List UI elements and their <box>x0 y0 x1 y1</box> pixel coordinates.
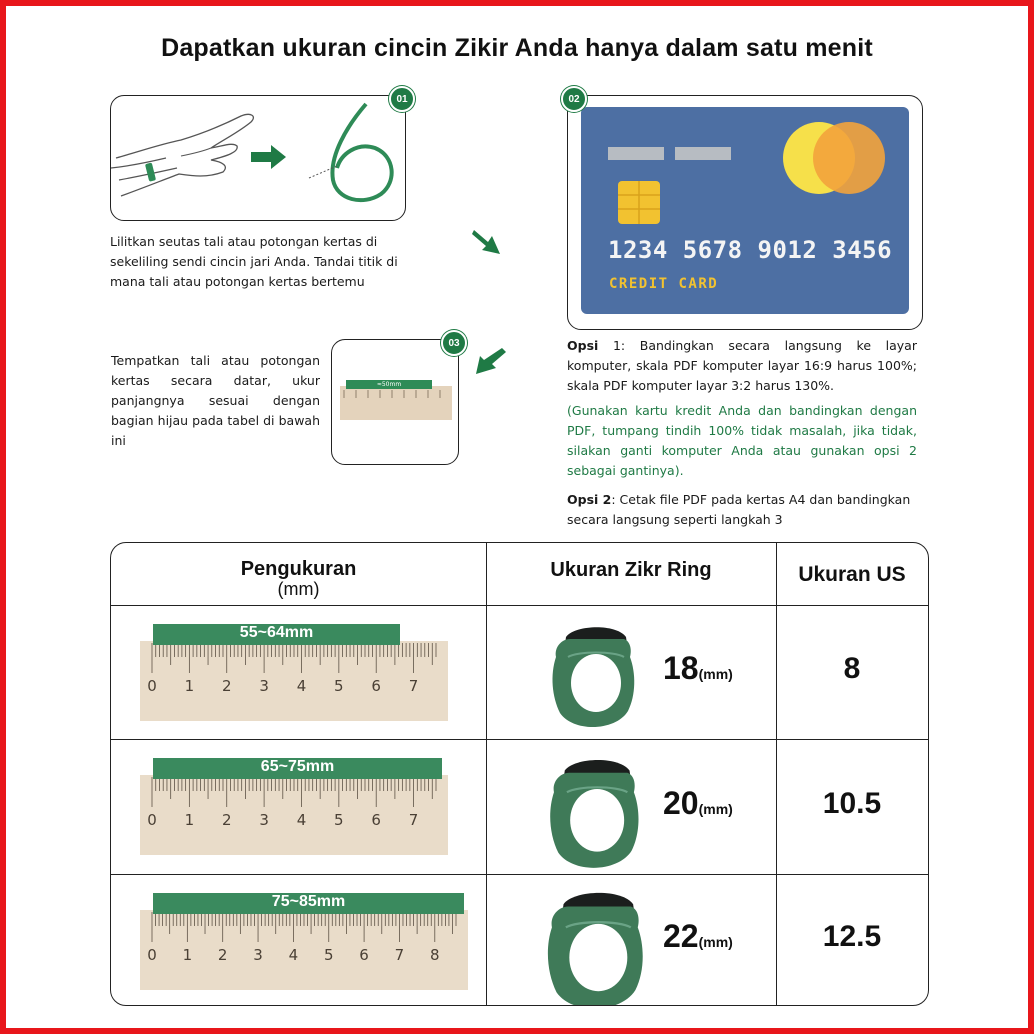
ruler-number: 4 <box>296 811 307 829</box>
ruler-number: 8 <box>430 946 440 964</box>
ruler-number: 0 <box>147 677 157 695</box>
ruler-number: 2 <box>217 946 228 964</box>
ring-band-shape <box>145 163 156 182</box>
ring-size-value <box>663 918 733 955</box>
card-number: 1234 5678 9012 3456 <box>608 236 893 264</box>
table-row <box>111 874 928 1005</box>
zikr-ring-icon <box>538 881 654 1006</box>
page-title: Dapatkan ukuran cincin Zikir Anda hanya dalam satu menit <box>161 34 873 62</box>
ring-size-unit: (mm) <box>698 800 733 817</box>
card-stripe-shape <box>675 147 731 160</box>
hand-with-ring-illustration <box>111 96 405 220</box>
step2-card-box <box>567 95 923 330</box>
ring-size-number: 20 <box>663 784 699 821</box>
ruler-number: 7 <box>408 677 419 695</box>
ruler-number: 3 <box>253 946 263 964</box>
ruler-number: 1 <box>184 677 195 695</box>
ruler-number: 0 <box>147 946 157 964</box>
option1-label: Opsi <box>567 338 599 353</box>
ruler-number: 5 <box>334 811 344 829</box>
step1-arrow-icon <box>251 145 286 169</box>
measure-range-label: 65~75mm <box>260 758 335 775</box>
us-size-value: 8 <box>843 652 861 685</box>
ruler-number: 3 <box>259 811 269 829</box>
ruler-number: 5 <box>323 946 334 964</box>
card-logo-circle-right <box>813 122 885 194</box>
ruler-number: 6 <box>371 677 381 695</box>
option-note: (Gunakan kartu kredit Anda dan bandingkan dengan PDF, tumpang tindih 100% tidak masalah, jika tidak, silakan ganti komputer Anda atau gunakan opsi 2 sebagai gantinya). <box>567 403 917 478</box>
ruler-number: 4 <box>288 946 299 964</box>
ruler-number: 4 <box>296 677 307 695</box>
table-row <box>111 739 928 874</box>
option2-label: Opsi 2 <box>567 492 612 507</box>
card-stripe-shape <box>608 147 664 160</box>
option2-text <box>567 490 932 530</box>
zikr-ring-icon <box>541 749 649 879</box>
step2-badge: 02 <box>561 86 587 112</box>
ring-size-number: 22 <box>663 917 699 954</box>
measure-range-label: 75~85mm <box>271 893 346 910</box>
ruler-number: 1 <box>182 946 193 964</box>
credit-card-illustration <box>568 96 922 329</box>
arrow-to-step3-icon <box>470 344 510 378</box>
ring-size-unit: (mm) <box>698 933 733 950</box>
step3-badge: 03 <box>441 330 467 356</box>
ruler-number: 5 <box>334 677 344 695</box>
ruler-number: 7 <box>408 811 419 829</box>
ring-size-value <box>663 785 733 822</box>
step1-illustration-box <box>110 95 406 221</box>
us-size-value: 12.5 <box>822 919 882 953</box>
header-ring-size: Ukuran Zikr Ring <box>550 559 712 581</box>
size-table <box>110 542 929 1006</box>
ruler-number: 1 <box>184 811 195 829</box>
step3-text: Tempatkan tali atau potongan kertas secara datar, ukur panjangnya sesuai dengan bagian hijau pada tabel di bawah ini <box>111 353 320 448</box>
card-label: CREDIT CARD <box>609 276 719 292</box>
option1-body: 1: Bandingkan secara langsung ke layar komputer, skala PDF komputer layar 16:9 harus 100%; skala PDF komputer layar 3:2 harus 130%. <box>567 338 917 393</box>
step1-text: Lilitkan seutas tali atau potongan kertas di sekeliling sendi cincin jari Anda. Tandai titik di mana tali atau potongan kertas bertemu <box>110 234 398 289</box>
ruler-number: 7 <box>394 946 405 964</box>
arrow-to-step2-icon <box>470 224 510 258</box>
measure-range-label: 55~64mm <box>239 624 314 641</box>
ruler-number: 2 <box>221 677 232 695</box>
header-us-size: Ukuran US <box>798 563 906 586</box>
ruler-number: 6 <box>371 811 381 829</box>
ruler-number: 6 <box>359 946 369 964</box>
header-measure-label: Pengukuran <box>240 558 357 580</box>
option1-text <box>567 336 917 396</box>
us-size-value: 10.5 <box>822 786 882 820</box>
string-loop-shape <box>332 104 391 200</box>
table-row <box>111 605 928 739</box>
zikr-ring-icon <box>544 617 644 737</box>
ring-size-number: 18 <box>663 650 699 686</box>
ruler-number: 3 <box>259 677 269 695</box>
ruler-number: 2 <box>221 811 232 829</box>
step3-ruler-box <box>331 339 459 465</box>
header-measure <box>111 559 486 599</box>
header-measure-unit: (mm) <box>277 579 320 599</box>
option2-body: : Cetak file PDF pada kertas A4 dan bandingkan secara langsung seperti langkah 3 <box>567 492 911 527</box>
small-strip-label: ≈50mm <box>376 381 402 388</box>
ring-size-value <box>663 650 733 687</box>
ruler-number: 0 <box>147 811 157 829</box>
small-ruler-illustration <box>332 340 458 464</box>
step1-badge: 01 <box>389 86 415 112</box>
ring-size-unit: (mm) <box>698 666 733 682</box>
